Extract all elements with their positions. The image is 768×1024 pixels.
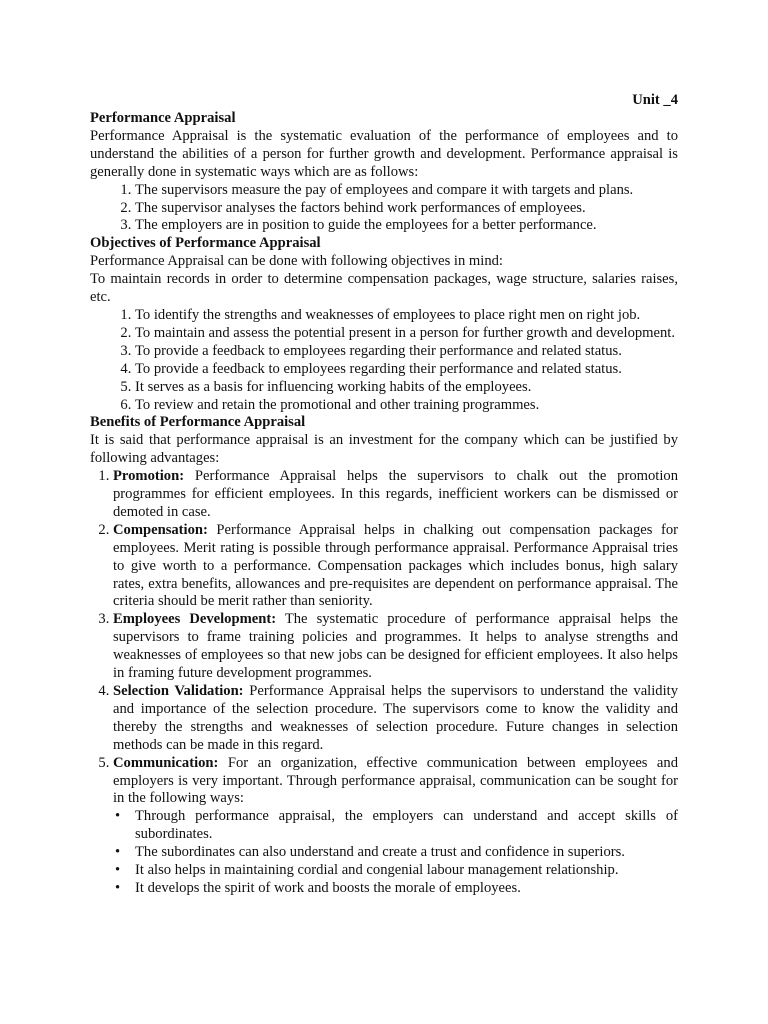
list-item: 1. The supervisors measure the pay of employees and compare it with targets and plans.: [135, 182, 678, 200]
benefit-item-compensation: [113, 522, 678, 612]
list-item: 5. It serves as a basis for influencing working habits of the employees.: [135, 379, 678, 397]
section-heading-benefits: Benefits of Performance Appraisal: [90, 414, 306, 431]
benefit-item-selection-validation: [113, 683, 678, 755]
document-body: [90, 110, 678, 898]
section-heading-performance-appraisal: Performance Appraisal: [90, 110, 236, 126]
benefit-text: The systematic procedure of performance appraisal helps the supervisors to frame training policies and programmes. It helps to analyse strengths and weaknesses of employees so that new jobs can be designed for efficient employees. It also helps in framing future development programmes.: [113, 611, 678, 682]
bullet-text: The subordinates can also understand and create a trust and confidence in superiors.: [135, 844, 625, 861]
section-intro-paragraph: Performance Appraisal is the systematic evaluation of the performance of employees and to understand the abilities of a person for further growth and development. Performance appraisal is generally done in systematic ways which are as follows:: [90, 127, 678, 180]
benefit-text: Performance Appraisal helps the supervisors to understand the validity and importance of the selection procedure. The supervisors come to know the validity and thereby the strengths and weaknesses of selection procedure. Future changes in selection methods can be made in this regard.: [113, 683, 678, 753]
bullet-icon: •: [115, 862, 121, 879]
objectives-intro: Performance Appraisal can be done with following objectives in mind:: [90, 253, 503, 270]
benefits-intro: It is said that performance appraisal is an investment for the company which can be justified by following advantages:: [90, 432, 678, 467]
benefit-item-communication: [113, 755, 678, 898]
benefit-term: Employees Development:: [113, 611, 277, 628]
unit-label: Unit _4: [632, 92, 678, 108]
appraisal-ways-list: [90, 182, 678, 236]
benefit-term: Communication:: [113, 754, 219, 771]
communication-bullets: [113, 808, 678, 898]
bullet-text: It develops the spirit of work and boosts the morale of employees.: [135, 879, 521, 896]
bullet-item: [115, 862, 678, 880]
bullet-icon: •: [115, 808, 121, 825]
bullet-item: [115, 808, 678, 844]
list-item: 3. To provide a feedback to employees regarding their performance and related status.: [135, 343, 678, 361]
bullet-icon: •: [115, 844, 121, 861]
benefit-term: Compensation:: [113, 521, 208, 538]
benefit-term: Promotion:: [113, 468, 185, 485]
objectives-list: [90, 307, 678, 414]
benefit-text: Performance Appraisal helps the supervisors to chalk out the promotion programmes for efficient employees. In this regards, inefficient workers can be dismissed or demoted in case.: [113, 468, 678, 520]
benefit-item-employees-development: [113, 611, 678, 683]
list-item: 1. To identify the strengths and weaknesses of employees to place right men on right job.: [135, 307, 678, 325]
section-heading-objectives: Objectives of Performance Appraisal: [90, 235, 321, 252]
list-item: 3. The employers are in position to guide the employees for a better performance.: [135, 217, 678, 235]
objectives-records-paragraph: To maintain records in order to determine compensation packages, wage structure, salaries raises, etc.: [90, 271, 678, 306]
list-item: 2. The supervisor analyses the factors behind work performances of employees.: [135, 200, 678, 218]
list-item: 6. To review and retain the promotional and other training programmes.: [135, 397, 678, 415]
benefits-list: [90, 468, 678, 898]
benefit-text: For an organization, effective communication between employees and employers is very important. Through performance appraisal, communication can be sought for in the following ways:: [113, 754, 678, 807]
benefit-item-promotion: [113, 468, 678, 522]
bullet-text: It also helps in maintaining cordial and congenial labour management relationship.: [135, 862, 619, 879]
benefit-term: Selection Validation:: [113, 683, 244, 699]
bullet-item: [115, 844, 678, 862]
benefit-text: Performance Appraisal helps in chalking out compensation packages for employees. Merit rating is possible through performance appraisal. Performance Appraisal tries to give worth to a performance. Compensation packages which includes bonus, high salary rates, extra benefits, allowances and pre-requisites are dependent on performance appraisal. The criteria should be merit rather than seniority.: [113, 521, 678, 610]
list-item: 2. To maintain and assess the potential present in a person for further growth and development.: [135, 325, 678, 343]
bullet-text: Through performance appraisal, the employers can understand and accept skills of subordinates.: [135, 808, 678, 843]
bullet-item: [115, 879, 678, 898]
list-item: 4. To provide a feedback to employees regarding their performance and related status.: [135, 361, 678, 379]
bullet-icon: •: [115, 879, 121, 896]
